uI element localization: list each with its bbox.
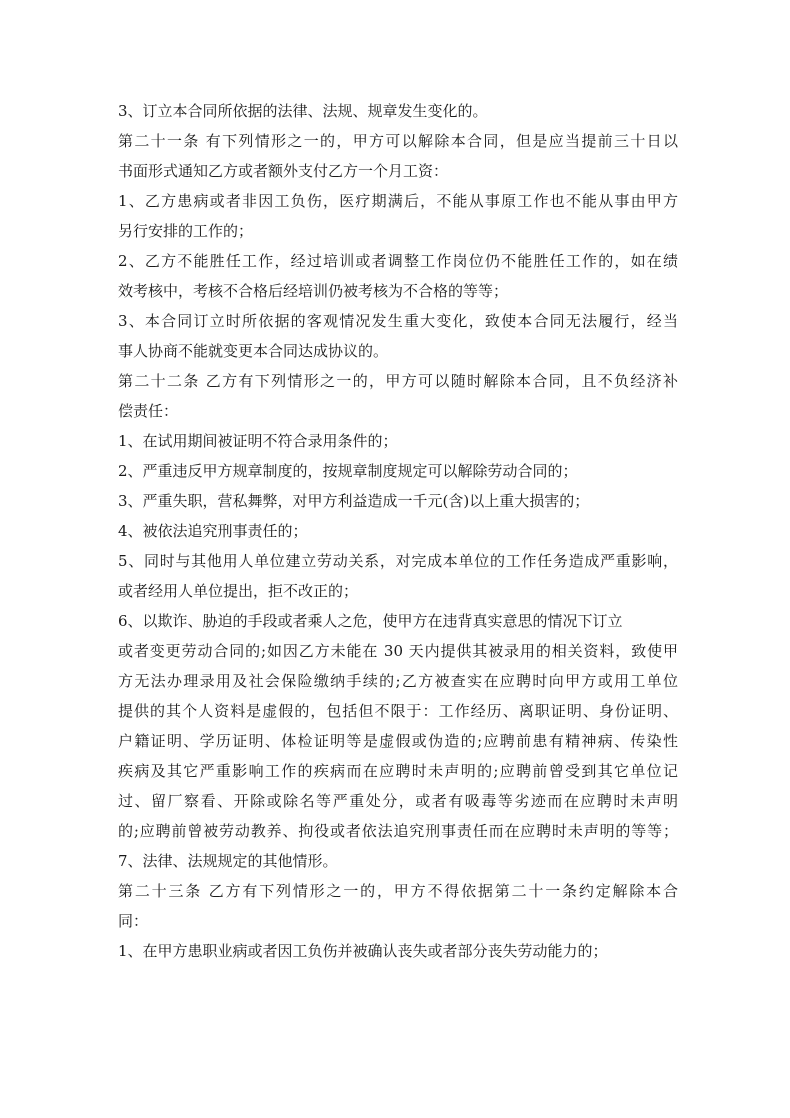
text-line: 第二十二条 乙方有下列情形之一的，甲方可以随时解除本合同，且不负经济补 bbox=[118, 372, 678, 390]
text-line: 另行安排的工作的； bbox=[118, 222, 254, 240]
text-line: 的;应聘前曾被劳动教养、拘役或者依法追究刑事责任而在应聘时未声明的等等； bbox=[118, 822, 678, 840]
text-line: 第二十一条 有下列情形之一的，甲方可以解除本合同，但是应当提前三十日以 bbox=[118, 132, 678, 150]
document-body bbox=[118, 96, 678, 966]
text-line: 户籍证明、学历证明、体检证明等是虚假或伪造的;应聘前患有精神病、传染性 bbox=[118, 732, 678, 750]
text-line: 1、在甲方患职业病或者因工负伤并被确认丧失或者部分丧失劳动能力的； bbox=[118, 942, 608, 960]
text-line: 偿责任： bbox=[118, 402, 179, 420]
text-line: 提供的其个人资料是虚假的，包括但不限于：工作经历、离职证明、身份证明、 bbox=[118, 702, 678, 720]
text-line: 效考核中，考核不合格后经培训仍被考核为不合格的等等； bbox=[118, 282, 509, 300]
text-line: 或者经用人单位提出，拒不改正的； bbox=[118, 582, 359, 600]
text-line: 1、乙方患病或者非因工负伤，医疗期满后，不能从事原工作也不能从事由甲方 bbox=[118, 192, 678, 210]
text-line: 或者变更劳动合同的;如因乙方未能在 30 天内提供其被录用的相关资料，致使甲 bbox=[118, 642, 678, 660]
text-line: 3、严重失职，营私舞弊，对甲方利益造成一千元(含)以上重大损害的； bbox=[118, 492, 590, 510]
text-line: 7、法律、法规规定的其他情形。 bbox=[118, 852, 338, 870]
text-line: 6、以欺诈、胁迫的手段或者乘人之危，使甲方在违背真实意思的情况下订立 bbox=[118, 612, 623, 630]
text-line: 2、严重违反甲方规章制度的，按规章制度规定可以解除劳动合同的； bbox=[118, 462, 578, 480]
text-line: 3、订立本合同所依据的法律、法规、规章发生变化的。 bbox=[118, 102, 488, 120]
text-line: 3、本合同订立时所依据的客观情况发生重大变化，致使本合同无法履行，经当 bbox=[118, 312, 678, 330]
text-line: 过、留厂察看、开除或除名等严重处分，或者有吸毒等劣迹而在应聘时未声明 bbox=[118, 792, 678, 810]
text-line: 疾病及其它严重影响工作的疾病而在应聘时未声明的;应聘前曾受到其它单位记 bbox=[118, 762, 678, 780]
text-line: 4、被依法追究刑事责任的； bbox=[118, 522, 308, 540]
text-line: 2、乙方不能胜任工作，经过培训或者调整工作岗位仍不能胜任工作的，如在绩 bbox=[118, 252, 678, 270]
text-line: 方无法办理录用及社会保险缴纳手续的;乙方被查实在应聘时向甲方或用工单位 bbox=[118, 672, 678, 690]
text-line: 事人协商不能就变更本合同达成协议的。 bbox=[118, 342, 389, 360]
text-line: 1、在试用期间被证明不符合录用条件的； bbox=[118, 432, 398, 450]
text-line: 5、同时与其他用人单位建立劳动关系，对完成本单位的工作任务造成严重影响， bbox=[118, 552, 678, 570]
text-line: 同： bbox=[118, 912, 149, 930]
text-line: 第二十三条 乙方有下列情形之一的，甲方不得依据第二十一条约定解除本合 bbox=[118, 882, 678, 900]
text-line: 书面形式通知乙方或者额外支付乙方一个月工资： bbox=[118, 162, 449, 180]
